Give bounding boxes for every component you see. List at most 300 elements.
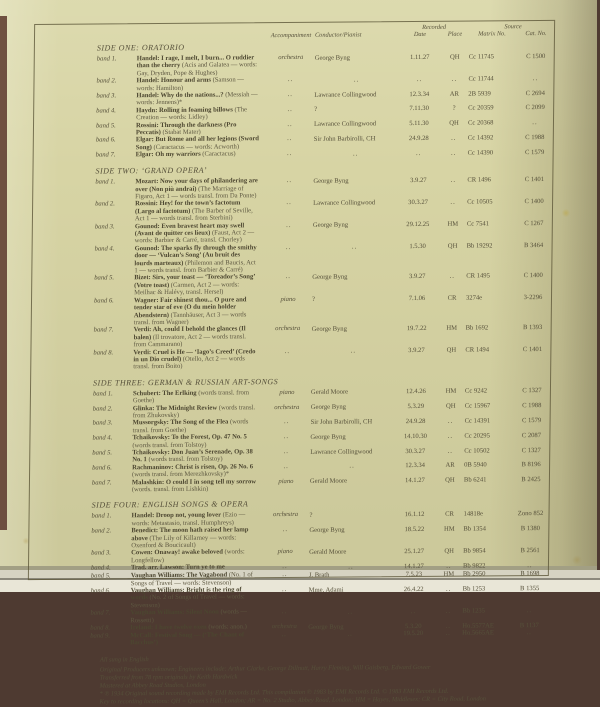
- track-title-note: (Samson — words: Hamilton): [136, 76, 244, 92]
- track-title-note: (No. 1 of Songs of Travel — words: Stevenson): [130, 571, 253, 587]
- place-value: AR: [449, 90, 459, 98]
- band-label: band 1.: [95, 178, 116, 186]
- track-title: [136, 150, 266, 159]
- track-title-main: Verdi: Cruel is He — ‘Iago’s Creed’ (Credo in un Dio crudel): [133, 347, 256, 364]
- conductor-value: George Byng: [310, 403, 347, 411]
- header-date: Date: [413, 30, 427, 39]
- band-label: band 5.: [95, 122, 116, 130]
- matrix-no-value: 14818e: [463, 510, 484, 518]
- matrix-no-value: Ho.5577AE: [462, 621, 495, 630]
- table-row: [90, 629, 547, 647]
- track-title-note: (words transl. from Tolstoy): [146, 455, 223, 464]
- band-label: band 2.: [95, 200, 115, 208]
- place-value: ..: [450, 198, 456, 206]
- track-title-note: (The Marriage of Figaro, Act 1 — words transl. from Da Ponte): [135, 184, 257, 201]
- place-value: QH: [449, 53, 460, 61]
- date-value: 12.3.34: [405, 462, 426, 470]
- conductor-value: Sir John Barbirolli, CH: [313, 135, 376, 143]
- track-title-note: (Faust, Act 2 — words: Barbier & Carré, transl. Chorley): [134, 229, 255, 245]
- date-value: ..: [415, 149, 422, 157]
- track-title: [136, 121, 266, 137]
- accompaniment-value: ..: [283, 433, 290, 441]
- track-title-main: Vaughan Williams: Bright is the ring of words: [130, 586, 242, 602]
- date-value: 7.1.06: [408, 295, 426, 303]
- cat-no-value: B 2561: [520, 547, 540, 555]
- header-matrix-no: Matrix No.: [478, 30, 506, 38]
- cat-no-value: B 2425: [521, 476, 541, 484]
- cat-no-value: C 2099: [525, 104, 545, 112]
- footer-line: Original Producers unknown; Engineers include: Arthur Clarke, George Dillnutt, Harry Fleming, Will Gaisberg, Edward Gower: [99, 663, 431, 674]
- cat-no-value: ..: [527, 561, 533, 569]
- matrix-no-value: 2B 5939: [468, 89, 491, 98]
- track-title-main: Vaughan Williams: Silent Noon: [130, 608, 219, 617]
- matrix-no-value: Bb 6241: [463, 476, 487, 484]
- conductor-value: ?: [309, 511, 313, 519]
- conductor-value: George Byng: [308, 623, 344, 631]
- track-title: [137, 54, 267, 77]
- band-label: band 2.: [92, 404, 113, 413]
- header-recorded: Recorded: [422, 23, 447, 31]
- track-title-note: (The Creation — words: Lidley): [136, 106, 248, 122]
- matrix-no-value: Ho.5665AE: [462, 629, 494, 638]
- track-title-main: Tchaikovsky: Don Juan’s Serenade, Op. 38 No. 1: [132, 448, 253, 464]
- place-value: ..: [446, 585, 452, 593]
- track-title-note: (Ezio — words: Metastasio, transl. Humphreys): [131, 511, 246, 528]
- accompaniment-value: ..: [287, 76, 294, 84]
- cat-no-value: C 1500: [526, 52, 546, 60]
- date-value: 30.3.27: [405, 447, 426, 455]
- track-title-note: (words transl. from Merezhkovsky)*: [131, 470, 230, 479]
- matrix-no-value: CR 1494: [465, 346, 490, 354]
- band-label: band 7.: [91, 479, 112, 487]
- band-label: band 3.: [96, 92, 117, 100]
- side-section: [31, 163, 552, 372]
- track-title-main: Rachmaninov: Christ is risen, Op. 26 No. 6: [132, 463, 254, 472]
- conductor-value: ..: [349, 462, 355, 470]
- track-title: [136, 136, 266, 152]
- date-value: 18.5.22: [404, 525, 425, 533]
- background-gap: [0, 16, 7, 530]
- place-value: ..: [450, 149, 457, 157]
- band-label: band 4.: [96, 107, 116, 115]
- date-value: 3.9.27: [408, 272, 426, 281]
- accompaniment-value: piano: [278, 477, 294, 485]
- side-section: [28, 497, 549, 647]
- place-value: ..: [449, 272, 455, 280]
- track-title-main: Rossini: Through the darkness (Pro Peccatis): [135, 121, 237, 137]
- accompaniment-value: orchestra: [278, 53, 304, 62]
- accompaniment-value: ..: [286, 177, 293, 185]
- matrix-no-value: Cc 11745: [468, 52, 494, 61]
- cat-no-value: C 1988: [525, 133, 545, 142]
- conductor-value: George Byng: [313, 177, 349, 185]
- track-title: [136, 76, 266, 92]
- header-cat-no: Cat. No.: [525, 29, 547, 38]
- track-title: [131, 586, 261, 609]
- date-value: 24.9.28: [408, 134, 429, 143]
- matrix-no-value: Bb 1354: [463, 525, 486, 533]
- matrix-no-value: Cc 20359: [468, 104, 494, 112]
- conductor-value: J. Brath: [308, 571, 330, 579]
- header-accompaniment: Accompaniment: [270, 31, 312, 40]
- place-value: HM: [444, 525, 455, 533]
- track-title-main: Tchaikovsky: To the Forest, Op. 47 No. 5: [132, 433, 247, 442]
- section-heading: SIDE THREE: GERMAN & RUSSIAN ART-SONGS: [93, 376, 279, 388]
- accompaniment-value: ..: [282, 586, 288, 594]
- date-value: 26.4.22: [403, 585, 424, 593]
- matrix-no-value: Bb 1235: [462, 607, 486, 615]
- band-label: band 4.: [92, 434, 113, 442]
- track-title-note: (Messiah — words: Jennens)*: [136, 91, 258, 107]
- conductor-value: Lawrance Collingwood: [313, 199, 376, 207]
- track-title-note: (Caractacus): [200, 150, 236, 158]
- conductor-value: George Byng: [310, 433, 346, 441]
- band-label: band 1.: [92, 390, 113, 398]
- place-value: QH: [445, 476, 455, 484]
- cat-no-value: C 2694: [525, 89, 545, 97]
- place-value: QH: [446, 346, 457, 354]
- cat-no-value: B 3464: [523, 242, 544, 250]
- matrix-no-value: Bb 19292: [466, 242, 493, 250]
- track-title-main: Elgar: But Rome and all her legions (Sword Song): [135, 135, 260, 152]
- track-title: [136, 91, 266, 107]
- place-value: ..: [451, 75, 458, 83]
- track-title-note: (Caractacus — words: Acworth): [151, 143, 240, 151]
- track-title-note: (words transl. from Tolstoy): [132, 441, 207, 449]
- band-label: band 6.: [92, 464, 112, 472]
- track-title-main: Malashkin: O could I in song tell my sorrow: [131, 477, 257, 486]
- place-value: ..: [447, 417, 454, 425]
- place-value: ..: [451, 134, 457, 142]
- track-title: [133, 389, 263, 405]
- track-title: [135, 200, 265, 223]
- cat-no-value: ..: [532, 119, 538, 127]
- track-title-main: Mussorgsky: The Song of the Flea: [132, 418, 229, 427]
- cat-no-value: C 1988: [522, 402, 542, 410]
- matrix-no-value: Cc 11744: [468, 75, 494, 83]
- cat-no-value: B 1137: [519, 621, 539, 629]
- date-value: ..: [416, 75, 423, 83]
- place-value: ..: [447, 447, 453, 455]
- conductor-value: George Byng: [309, 526, 345, 534]
- cat-no-value: C 1579: [521, 416, 542, 425]
- accompaniment-value: ..: [286, 221, 292, 229]
- band-label: band 6.: [95, 136, 116, 145]
- track-title-note: (The Barber of Seville, Act 1 — words transl. from Sterbini): [134, 207, 253, 223]
- band-label: band 7.: [93, 326, 114, 334]
- conductor-value: Lawrance Collingwood: [310, 447, 373, 456]
- band-label: band 4.: [94, 245, 115, 253]
- track-title-main: Handel: Honour and arms: [136, 76, 211, 85]
- date-value: 29.12.25: [406, 221, 430, 229]
- conductor-value: Mme. Adami: [308, 586, 344, 594]
- cat-no-value: 3-2296: [523, 294, 543, 302]
- band-label: band 7.: [95, 151, 116, 159]
- matrix-no-value: Cc 9242: [464, 387, 488, 395]
- matrix-no-value: 3274e: [465, 294, 483, 302]
- date-value: 7.5.23: [405, 570, 423, 578]
- side-section: [34, 40, 554, 160]
- track-title-note: (words transl. from Goethe): [132, 418, 249, 435]
- place-value: ..: [445, 622, 451, 630]
- track-title-note: (Carmen, Act 2 — words: Meilhac & Halévy, transl. Hersel): [134, 281, 240, 297]
- band-label: band 3.: [91, 549, 111, 558]
- section-heading: SIDE ONE: ORATORIO: [96, 42, 185, 53]
- track-title-main: Ireland: I have twelve oxen: [130, 623, 207, 632]
- cat-no-value: C 2087: [521, 431, 542, 439]
- accompaniment-value: ..: [284, 347, 291, 355]
- track-title-note: (Stabat Mater): [160, 128, 201, 137]
- conductor-value: Gerald Moore: [309, 548, 347, 556]
- accompaniment-value: orchestra: [274, 403, 300, 411]
- accompaniment-value: ..: [282, 563, 288, 571]
- accompaniment-value: ..: [283, 418, 290, 426]
- track-title: [136, 106, 266, 122]
- track-title-main: Wagner: Fair shinest thou... O pure and tender star of eve (O du mein holder Abendstern): [133, 296, 247, 319]
- track-title-note: (words: anon.): [206, 623, 247, 631]
- matrix-no-value: Cc 14392: [467, 134, 494, 142]
- place-value: HM: [447, 220, 459, 228]
- cat-no-value: ..: [526, 606, 533, 614]
- matrix-no-value: Cc 7541: [466, 220, 490, 228]
- track-title: [131, 571, 261, 587]
- header-place: Place: [447, 30, 463, 38]
- date-value: 1.11.27: [409, 53, 430, 61]
- track-title: [132, 448, 262, 464]
- track-title: [133, 348, 263, 371]
- track-title-main: Glinka: The Midnight Review: [132, 404, 218, 412]
- place-value: QH: [449, 119, 459, 127]
- date-value: 14.10.30: [403, 432, 428, 440]
- track-title-main: Benedict: The moon hath raised her lamp above: [131, 526, 249, 542]
- track-title: [132, 478, 262, 494]
- accompaniment-value: ..: [282, 571, 288, 579]
- track-title-note: (words. transl. from Lishkin): [131, 485, 209, 494]
- track-title: [135, 177, 265, 200]
- cat-no-value: B 1698: [520, 569, 540, 577]
- track-title-main: Bizet: Sirs, your toast — ‘Toreador’s Song’ (Votre toast): [134, 273, 256, 290]
- matrix-no-value: Bb 1692: [465, 324, 489, 332]
- place-value: ..: [445, 607, 452, 615]
- date-value: 16.1.12: [404, 510, 425, 519]
- track-title: [134, 296, 264, 327]
- cat-no-value: ..: [526, 629, 532, 637]
- header-source: Source: [504, 23, 522, 31]
- place-value: ?: [452, 105, 456, 113]
- band-label: band 2.: [91, 527, 112, 535]
- date-value: 14.1.27: [404, 562, 424, 570]
- date-value: 14.1.27: [405, 477, 425, 485]
- accompaniment-value: piano: [279, 388, 295, 396]
- matrix-no-value: Bb 2950: [462, 570, 486, 578]
- printed-frame: [28, 20, 555, 706]
- date-value: 7.11.30: [409, 105, 429, 113]
- track-title: [135, 222, 265, 245]
- track-title-main: Handel: Droop not, young lover: [131, 511, 222, 520]
- place-value: QH: [447, 243, 458, 251]
- conductor-value: Sir John Barbirolli, CH: [310, 418, 373, 426]
- track-title: [131, 526, 261, 549]
- accompaniment-value: ..: [283, 462, 289, 470]
- cat-no-value: C 1401: [524, 175, 544, 183]
- accompaniment-value: piano: [280, 295, 296, 303]
- matrix-no-value: Cc 10505: [467, 198, 493, 206]
- track-title-note: (Acis and Galatea — words: Gay, Dryden, Pope & Hughes): [136, 61, 258, 78]
- header-conductor-pianist: Conductor/Pianist: [314, 31, 362, 39]
- place-value: HM: [443, 570, 455, 578]
- matrix-no-value: Cc 14391: [464, 417, 491, 425]
- table-row: [94, 294, 551, 327]
- band-label: band 2.: [96, 77, 117, 85]
- conductor-value: George Byng: [314, 54, 351, 62]
- band-label: band 1.: [96, 55, 117, 63]
- date-value: 5.3.20: [404, 622, 422, 630]
- place-value: ..: [446, 562, 452, 570]
- place-value: HM: [445, 387, 457, 396]
- date-value: 30.3.27: [408, 198, 429, 206]
- band-label: band 5.: [92, 449, 113, 457]
- place-value: CR: [447, 294, 457, 302]
- track-title-note: (Tannhäuser, Act 3 — words transl. from Wagner): [133, 310, 247, 327]
- track-title: [133, 326, 263, 349]
- track-title-main: Gounod: Even bravest heart may swell (Avant de quitter ces lieux): [134, 221, 245, 238]
- cat-no-value: B 1393: [522, 323, 543, 331]
- footer-line: Mastered at Abbey Road Studios, London: [99, 681, 206, 690]
- conductor-value: ..: [350, 347, 357, 355]
- track-title-note: (Il trovatore, Act 2 — words transl. from Cammarano): [133, 333, 246, 349]
- track-title-main: Cowen: Onaway! awake beloved: [131, 549, 223, 557]
- track-title-main: Vaughan Williams: The Vagabond: [130, 571, 228, 580]
- place-value: AR: [445, 462, 455, 470]
- cat-no-value: C 1579: [524, 148, 545, 156]
- track-listing: [28, 40, 554, 648]
- accompaniment-value: ..: [286, 150, 293, 158]
- cat-no-value: C 1400: [524, 197, 544, 206]
- band-label: band 6.: [90, 587, 111, 595]
- track-title: [130, 631, 260, 647]
- track-title-note: (words: Longfellow): [131, 548, 245, 565]
- track-title: [131, 549, 261, 565]
- conductor-value: Gerald Moore: [310, 388, 349, 397]
- cat-no-value: C 1327: [522, 387, 542, 395]
- track-title-main: Rossini: Hey! for the town’s factotum (Largo al factotum): [134, 199, 241, 216]
- accompaniment-value: orchestra: [271, 622, 297, 631]
- conductor-value: George Byng: [311, 325, 347, 333]
- track-title-note: (Philemon and Baucis, Act 1 — words transl. from Barbier & Carré): [134, 258, 256, 275]
- date-value: 1.5.30: [409, 243, 426, 251]
- cat-no-value: C 1327: [521, 446, 541, 454]
- track-title-main: Elgar: Oh my warriors: [135, 150, 201, 159]
- date-value: 3.9.27: [410, 176, 427, 184]
- side-section: [30, 375, 550, 495]
- conductor-value: Lawrance Collingwood: [313, 120, 377, 128]
- accompaniment-value: ..: [282, 526, 289, 534]
- conductor-value: Lawrance Collingwood: [314, 90, 377, 99]
- table-row: [94, 242, 551, 275]
- track-title: [134, 244, 264, 275]
- matrix-no-value: CR 1495: [466, 272, 490, 280]
- date-value: ..: [410, 607, 417, 615]
- track-title-main: Gounod: The sparks fly through the smithy door — ‘Vulcan’s Song’ (Au bruit des lourds marteaux): [134, 244, 257, 267]
- track-title-main: Trad. arr. Lawson: Turn ye to me: [130, 563, 225, 572]
- track-title-note: (No. 2 of Songs of Travel — words: Stevenson): [130, 593, 245, 610]
- accompaniment-value: ..: [281, 630, 287, 639]
- matrix-no-value: Cc 10502: [464, 446, 490, 455]
- footer-line: Transferred from 78 rpm originals by Keith Hardwick: [99, 673, 238, 682]
- accompaniment-value: ..: [285, 273, 291, 281]
- table-row: [92, 476, 549, 494]
- band-label: band 5.: [90, 572, 111, 580]
- track-title-note: (words transl. from Goethe): [132, 389, 250, 405]
- matrix-no-value: Cc 14390: [467, 149, 494, 157]
- matrix-no-value: Bb 1253: [462, 584, 486, 593]
- place-value: CR: [445, 510, 454, 518]
- accompaniment-value: ..: [285, 243, 292, 251]
- place-value: QH: [445, 402, 456, 410]
- accompaniment-value: ..: [287, 135, 293, 143]
- cat-no-value: B 8196: [521, 461, 541, 469]
- band-label: band 8.: [93, 348, 114, 357]
- track-title: [131, 512, 261, 528]
- accompaniment-value: ..: [283, 448, 289, 456]
- track-title-note: (The Lily of Killarney — words: Oxenford & Boucicault): [131, 534, 237, 550]
- matrix-no-value: Cc 20295: [464, 432, 490, 440]
- column-headers: [267, 23, 557, 39]
- track-title-main: McCall: Festival Song — (‘The Chant of Bacchus’): [130, 631, 245, 647]
- date-value: 12.3.34: [409, 90, 430, 98]
- date-value: 5.11.30: [409, 120, 429, 128]
- cat-no-value: C 1267: [524, 220, 544, 228]
- conductor-value: ..: [348, 563, 354, 571]
- date-value: 12.4.26: [406, 388, 426, 396]
- accompaniment-value: ..: [287, 91, 294, 99]
- conductor-value: ..: [353, 76, 360, 84]
- accompaniment-value: orchestra: [273, 511, 299, 519]
- track-title-main: Handel: I rage, I melt, I burn... O ruddier than the cherry: [136, 54, 255, 70]
- track-title: [132, 463, 262, 479]
- date-value: 5.3.29: [407, 403, 425, 411]
- matrix-no-value: Bb 9854: [463, 547, 486, 555]
- conductor-value: George Byng: [312, 221, 349, 229]
- place-value: HM: [446, 324, 458, 332]
- footer-line: * ℗ 1934 Original sound recording made by EMI Records Ltd. This compilation ℗ 1983 by EMI Records Ltd. © 1983 EMI Records Ltd.: [99, 687, 449, 698]
- place-value: ..: [447, 432, 454, 440]
- cat-no-value: B 1380: [520, 524, 541, 532]
- place-value: ..: [450, 176, 457, 184]
- accompaniment-value: ..: [287, 120, 293, 128]
- cat-no-value: C 1400: [523, 271, 543, 280]
- matrix-no-value: 0B 5940: [464, 461, 487, 469]
- cat-no-value: ..: [532, 74, 539, 82]
- track-title: [132, 433, 262, 449]
- accompaniment-value: orchestra: [275, 325, 301, 333]
- track-title-main: Mozart: Now your days of philandering are over (Non più andrai): [135, 177, 258, 193]
- band-label: band 4.: [90, 564, 111, 572]
- track-title: [132, 419, 262, 435]
- conductor-value: Gerald Moore: [309, 477, 348, 485]
- band-label: band 8.: [90, 624, 111, 632]
- conductor-value: ..: [347, 630, 353, 639]
- conductor-value: ..: [347, 608, 354, 616]
- accompaniment-value: ..: [281, 608, 288, 616]
- date-value: 3.9.27: [408, 346, 425, 355]
- table-row: [93, 345, 550, 371]
- date-value: 25.1.27: [404, 547, 425, 556]
- track-title: [130, 608, 260, 624]
- band-label: band 5.: [94, 274, 115, 283]
- track-title-note: (words — Rossetti): [130, 608, 248, 624]
- cat-no-value: C 1401: [522, 346, 543, 354]
